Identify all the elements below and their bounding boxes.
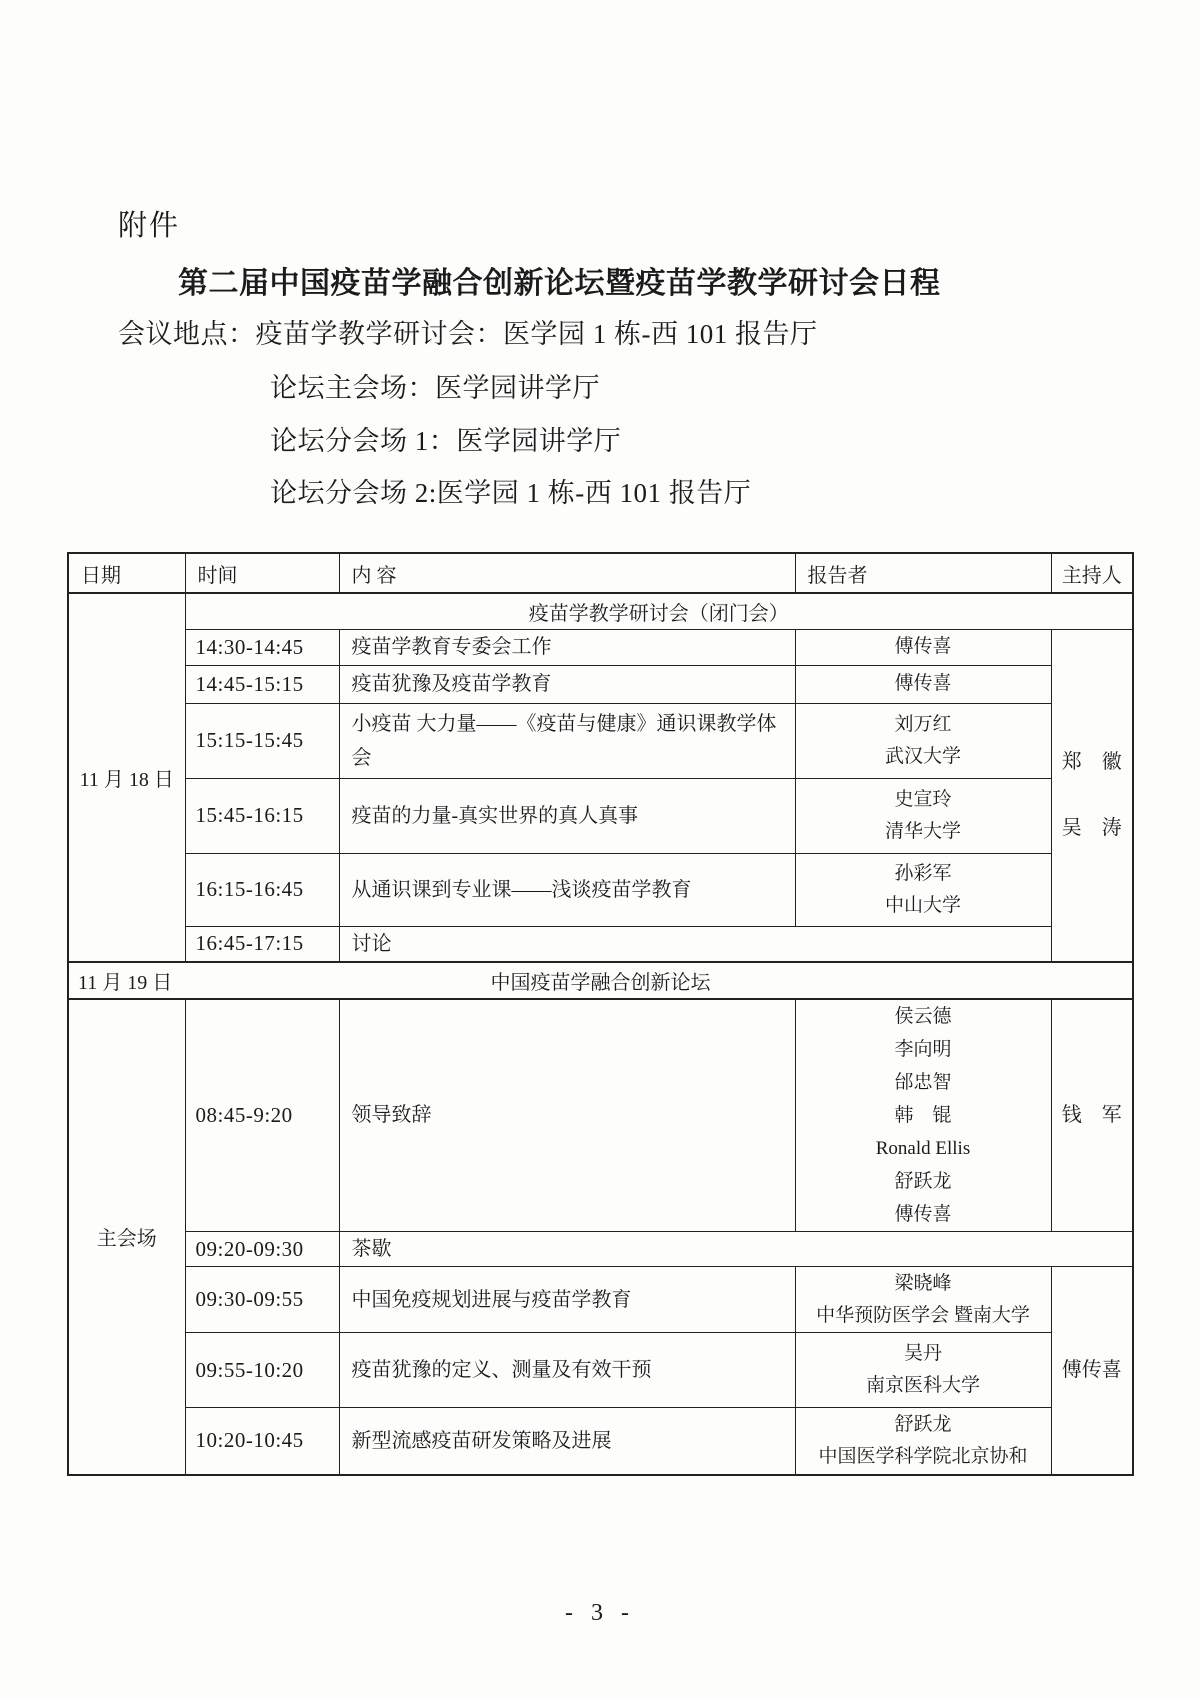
speaker-cell: 傅传喜 — [795, 629, 1051, 665]
table-row — [68, 1333, 1133, 1408]
day1-date-cell: 11 月 18 日 — [68, 593, 185, 962]
speaker-cell: 舒跃龙 中国医学科学院北京协和 — [795, 1408, 1051, 1475]
page-number: - 3 - — [565, 1600, 635, 1626]
table-header-row — [68, 553, 1133, 593]
table-row — [68, 853, 1133, 926]
col-header-speaker: 报告者 — [795, 553, 1051, 593]
schedule-table — [67, 552, 1134, 1476]
time-cell: 09:30-09:55 — [185, 1267, 339, 1333]
day2-host1-cell: 钱 军 — [1051, 999, 1133, 1232]
table-row — [68, 593, 1133, 629]
venue-line-breakout-2: 论坛分会场 2:医学园 1 栋-西 101 报告厅 — [270, 478, 752, 508]
day2-host2-cell: 傅传喜 — [1051, 1267, 1133, 1475]
table-row — [68, 778, 1133, 853]
time-cell: 15:45-16:15 — [185, 778, 339, 853]
time-cell: 08:45-9:20 — [185, 999, 339, 1232]
col-header-host: 主持人 — [1051, 553, 1133, 593]
table-row — [68, 1267, 1133, 1333]
time-cell: 16:45-17:15 — [185, 926, 339, 962]
speaker-cell: 刘万红 武汉大学 — [795, 703, 1051, 778]
content-cell: 领导致辞 — [339, 999, 795, 1232]
speaker-cell: 吴丹 南京医科大学 — [795, 1333, 1051, 1408]
time-cell: 14:30-14:45 — [185, 629, 339, 665]
venue-line-forum-main: 论坛主会场：医学园讲学厅 — [270, 373, 600, 403]
table-row — [68, 926, 1133, 962]
table-row — [68, 1232, 1133, 1267]
content-cell: 疫苗犹豫的定义、测量及有效干预 — [339, 1333, 795, 1408]
time-cell: 15:15-15:45 — [185, 703, 339, 778]
content-cell: 茶歇 — [339, 1232, 1133, 1267]
time-cell: 14:45-15:15 — [185, 665, 339, 703]
attachment-label: 附件 — [118, 210, 181, 242]
content-cell: 新型流感疫苗研发策略及进展 — [339, 1408, 795, 1475]
table-row — [68, 999, 1133, 1232]
table-row — [68, 629, 1133, 665]
time-cell: 09:55-10:20 — [185, 1333, 339, 1408]
content-cell: 疫苗的力量-真实世界的真人真事 — [339, 778, 795, 853]
day2-session-title: 中国疫苗学融合创新论坛 — [490, 971, 711, 994]
venue-line-main: 会议地点：疫苗学教学研讨会：医学园 1 栋-西 101 报告厅 — [118, 319, 818, 349]
content-cell: 讨论 — [339, 926, 1051, 962]
time-cell: 16:15-16:45 — [185, 853, 339, 926]
content-cell: 从通识课到专业课——浅谈疫苗学教育 — [339, 853, 795, 926]
speaker-cell: 史宣玲 清华大学 — [795, 778, 1051, 853]
day2-separator-row — [68, 962, 1133, 999]
content-cell: 中国免疫规划进展与疫苗学教育 — [339, 1267, 795, 1333]
col-header-date: 日期 — [68, 553, 185, 593]
table-row — [68, 703, 1133, 778]
day1-session-title-cell: 疫苗学教学研讨会（闭门会） — [185, 593, 1133, 629]
speaker-cell: 傅传喜 — [795, 665, 1051, 703]
day2-separator-cell — [68, 962, 1133, 999]
content-cell: 疫苗学教育专委会工作 — [339, 629, 795, 665]
document-title: 第二届中国疫苗学融合创新论坛暨疫苗学教学研讨会日程 — [178, 267, 941, 300]
speaker-cell: 孙彩军 中山大学 — [795, 853, 1051, 926]
day1-host-cell: 郑 徽 吴 涛 — [1051, 629, 1133, 962]
day2-venue-cell: 主会场 — [68, 999, 185, 1475]
col-header-content: 内 容 — [339, 553, 795, 593]
table-row — [68, 1408, 1133, 1475]
content-cell: 小疫苗 大力量——《疫苗与健康》通识课教学体会 — [339, 703, 795, 778]
col-header-time: 时间 — [185, 553, 339, 593]
day2-date-label: 11 月 19 日 — [78, 971, 173, 994]
speaker-cell: 侯云德 李向明 邰忠智 韩 锟 Ronald Ellis 舒跃龙 傅传喜 — [795, 999, 1051, 1232]
speaker-cell: 梁晓峰 中华预防医学会 暨南大学 — [795, 1267, 1051, 1333]
time-cell: 10:20-10:45 — [185, 1408, 339, 1475]
content-cell: 疫苗犹豫及疫苗学教育 — [339, 665, 795, 703]
table-row — [68, 665, 1133, 703]
venue-line-breakout-1: 论坛分会场 1：医学园讲学厅 — [270, 426, 622, 456]
time-cell: 09:20-09:30 — [185, 1232, 339, 1267]
